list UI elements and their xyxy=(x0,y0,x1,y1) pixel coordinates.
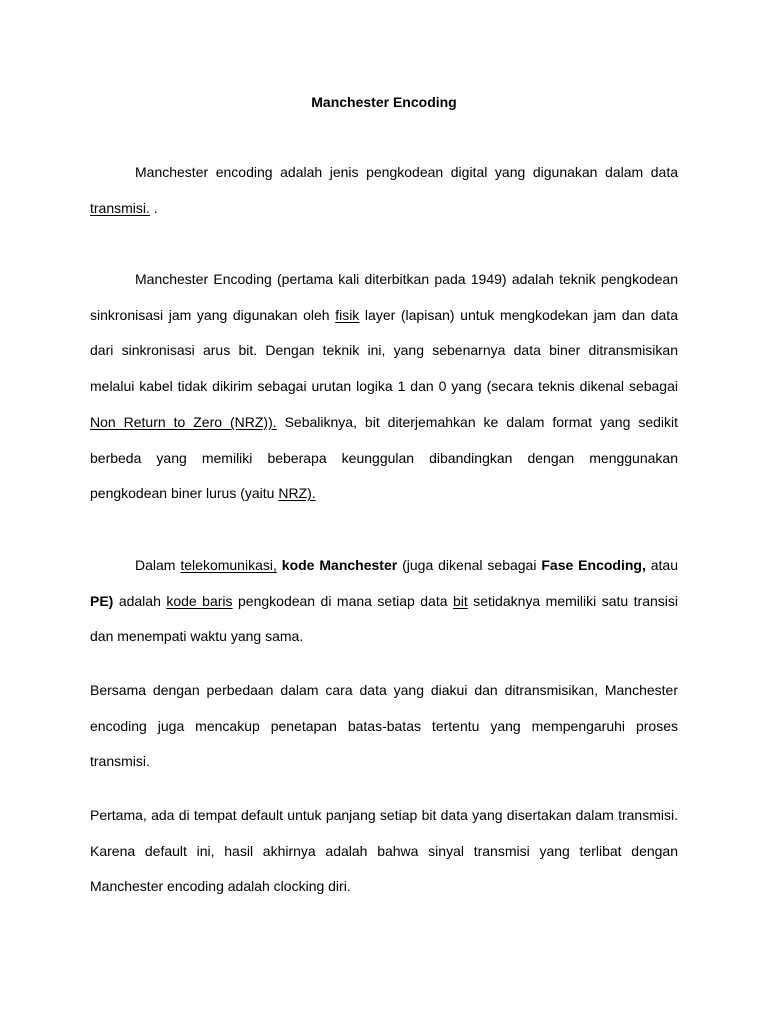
paragraph-intro xyxy=(90,155,678,226)
bold-term: PE) xyxy=(90,592,114,609)
paragraph-boundaries: Bersama dengan perbedaan dalam cara data yang diakui dan ditransmisikan, Manchester encoding juga mencakup penetapan batas-batas tertentu yang mempengaruhi proses transmisi. xyxy=(90,682,678,770)
text-segment: adalah xyxy=(113,592,167,609)
paragraph-telecom xyxy=(90,548,678,655)
link-nrz-full[interactable]: Non Return to Zero (NRZ)). xyxy=(90,413,277,430)
text-segment: . xyxy=(149,199,158,216)
text-segment: Dalam xyxy=(135,557,181,573)
document-title: Manchester Encoding xyxy=(311,94,457,110)
text-segment: pengkodean di mana setiap data xyxy=(232,592,453,609)
text-segment: setidaknya memiliki satu transisi dan menempati waktu yang sama. xyxy=(90,592,678,645)
link-nrz[interactable]: NRZ). xyxy=(278,485,316,502)
link-kode-baris[interactable]: kode baris xyxy=(166,592,233,609)
text-segment: Manchester Encoding (pertama kali diterbitkan pada 1949) adalah teknik pengkodean sinkronisasi jam yang digunakan oleh xyxy=(90,271,678,323)
link-transmisi[interactable]: transmisi. xyxy=(90,199,150,216)
bold-term: kode Manchester xyxy=(281,557,398,573)
text-segment: Sebaliknya, bit diterjemahkan ke dalam format yang sedikit berbeda yang memiliki beberapa keunggulan dibandingkan dengan menggunakan pengkodean biner lurus (yaitu xyxy=(90,413,679,502)
bold-term: Fase Encoding, xyxy=(541,557,646,573)
paragraph-default: Pertama, ada di tempat default untuk panjang setiap bit data yang disertakan dalam transmisi. Karena default ini, hasil akhirnya adalah bahwa sinyal transmisi yang terlibat dengan Manchester encoding adalah clocking diri. xyxy=(90,807,678,895)
text-segment: atau xyxy=(645,557,678,573)
text-segment: Manchester encoding adalah jenis pengkodean digital yang digunakan dalam data xyxy=(135,164,678,180)
paragraph-history xyxy=(90,262,678,512)
text-segment: (juga dikenal sebagai xyxy=(397,557,542,573)
link-fisik[interactable]: fisik xyxy=(335,306,360,323)
link-telekomunikasi[interactable]: telekomunikasi, xyxy=(180,557,277,573)
link-bit[interactable]: bit xyxy=(453,592,468,609)
text-segment: layer (lapisan) untuk mengkodekan jam dan data dari sinkronisasi arus bit. Dengan teknik ini, yang sebenarnya data biner ditransmisikan melalui kabel tidak dikirim sebagai urutan logika 1 dan 0 yang (secara teknis dikenal sebagai xyxy=(90,306,678,395)
